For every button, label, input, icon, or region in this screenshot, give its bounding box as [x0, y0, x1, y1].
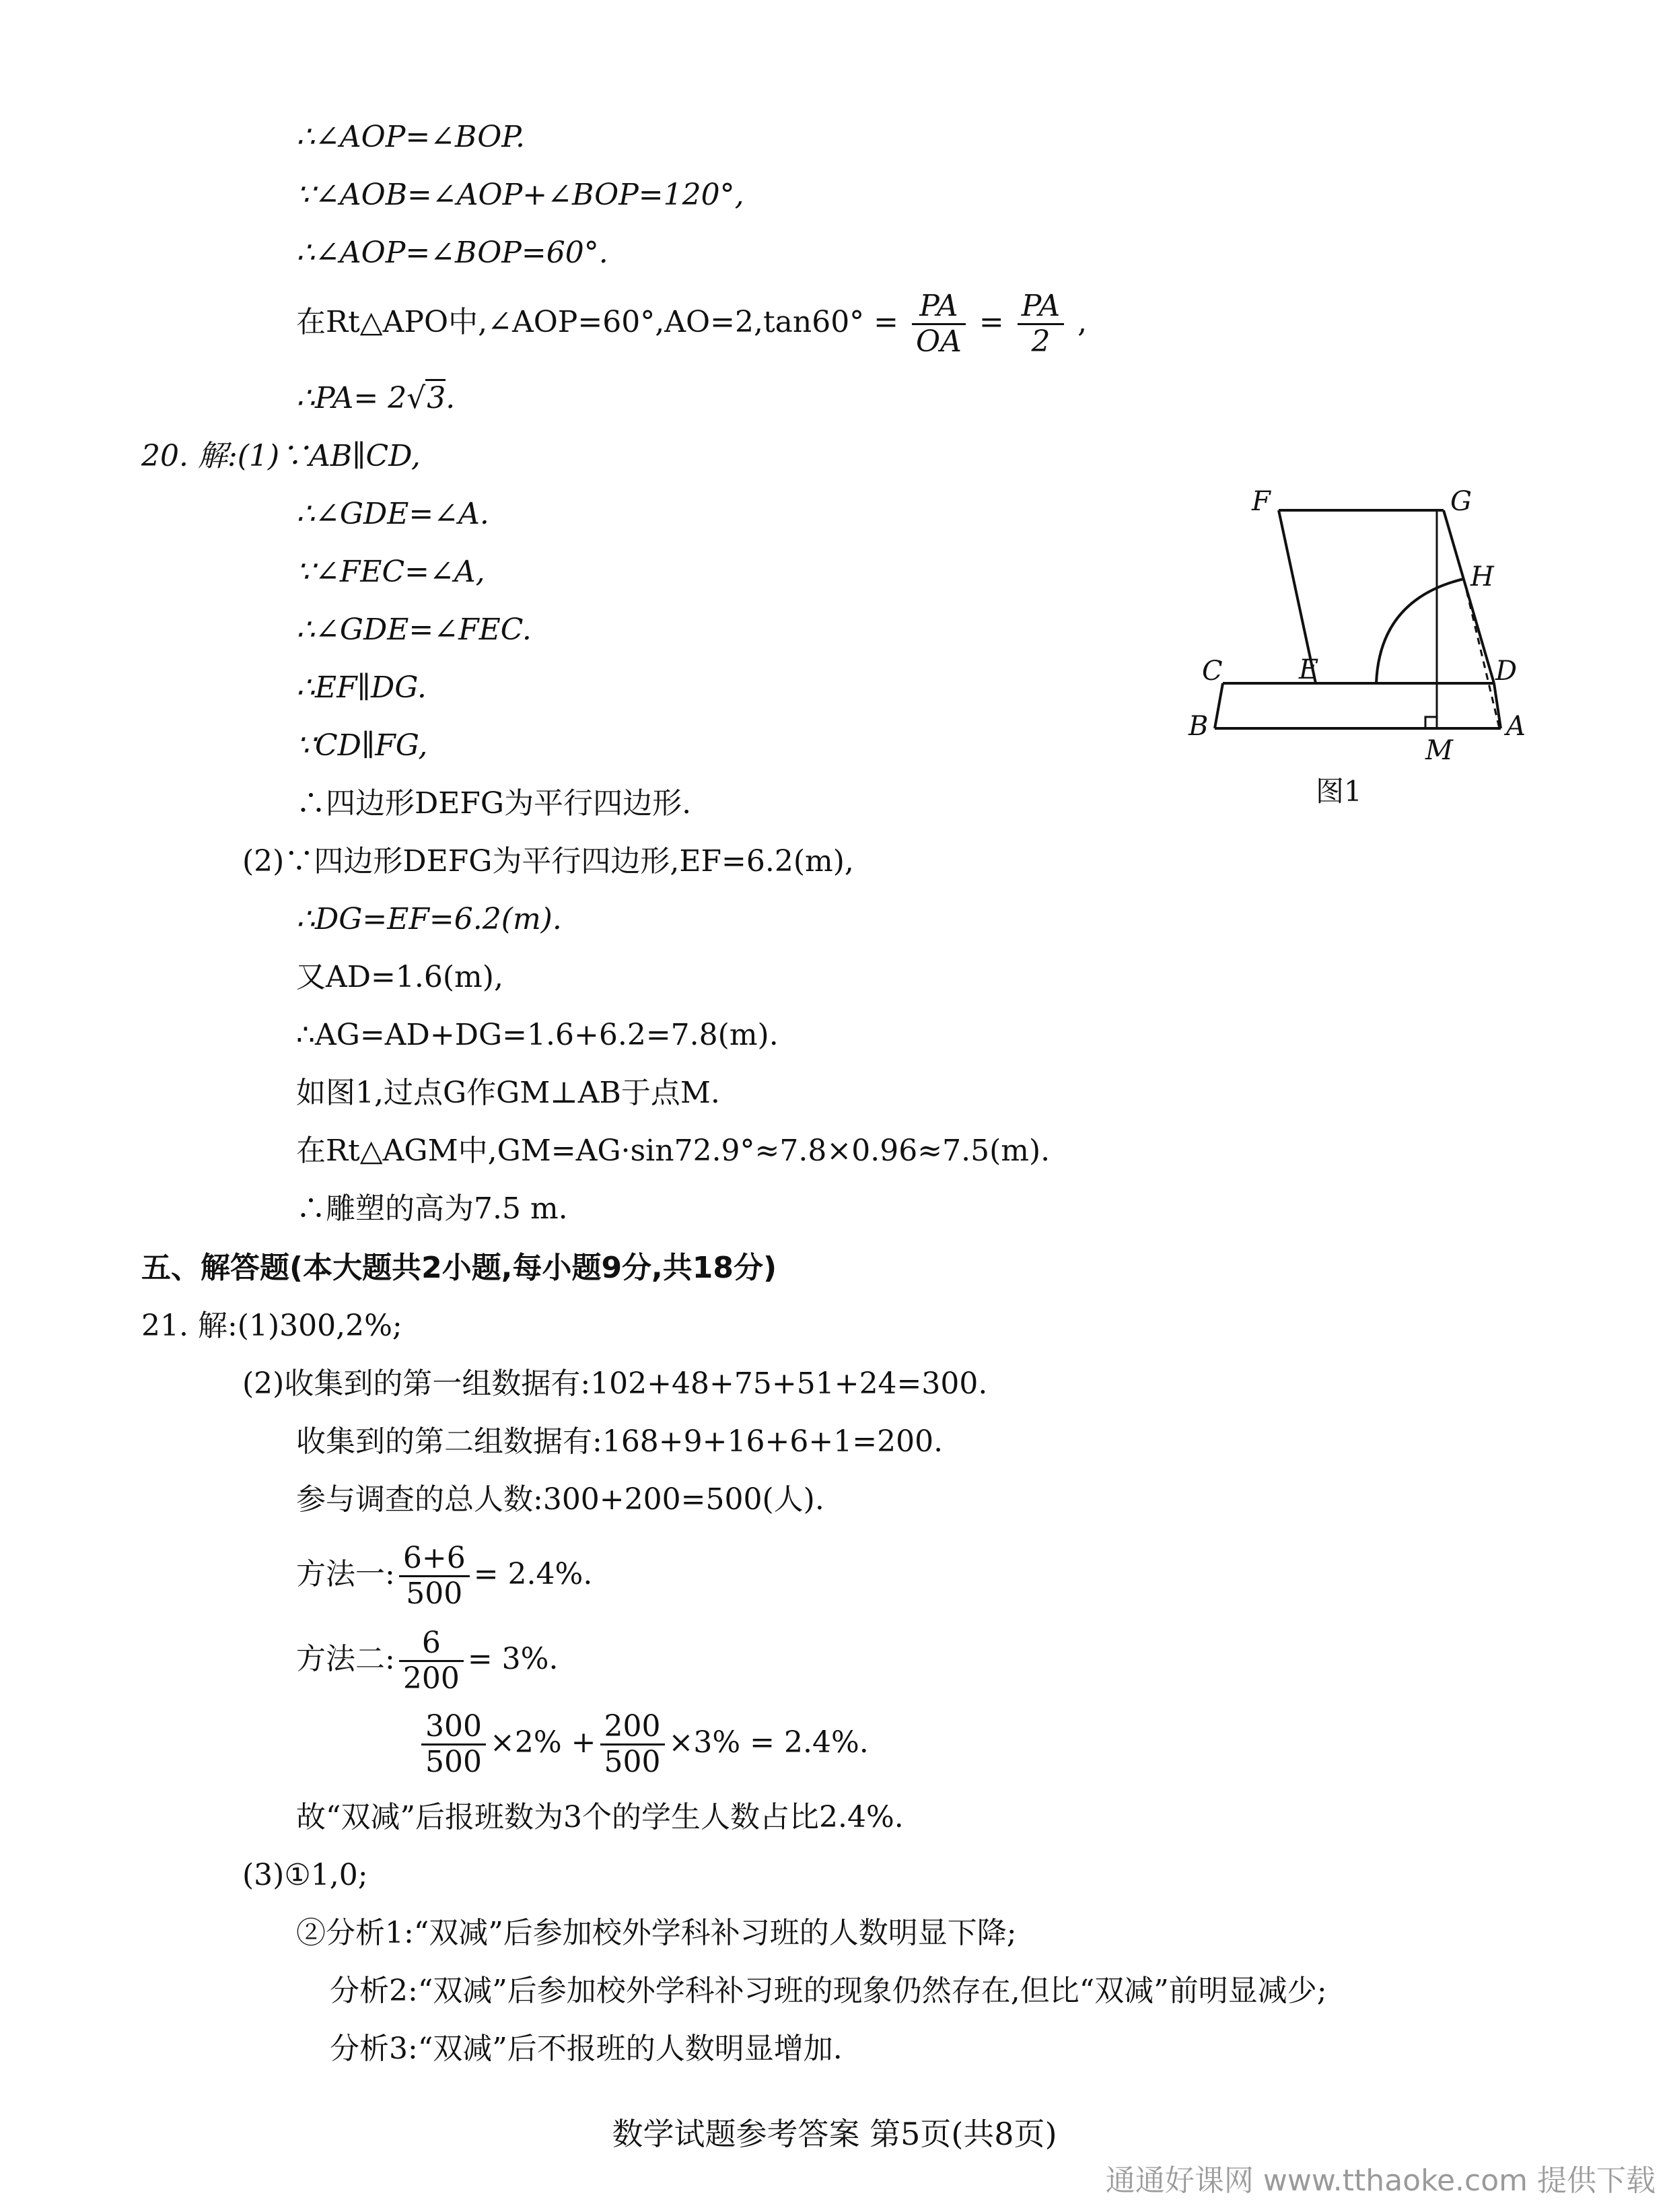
fraction-denominator: 500: [604, 1745, 661, 1779]
label-e: E: [1299, 654, 1319, 685]
analysis-1: ②分析1:“双减”后参加校外学科补习班的人数明显下降;: [296, 1916, 1017, 1950]
fraction-pa-2: [1018, 289, 1064, 359]
equals-sign: =: [979, 305, 1004, 339]
q20-line-6: ∴四边形DEFG为平行四边形.: [296, 786, 692, 821]
q20-line-12: ∴雕塑的高为7.5 m.: [296, 1191, 568, 1226]
fraction-denominator: 2: [1031, 324, 1051, 359]
q20-line-11: 在Rt△AGM中,GM=AG·sin72.9°≈7.8×0.96≈7.5(m).: [296, 1134, 1051, 1168]
geometry-diagram: [1178, 485, 1541, 808]
q19-line-2: ∵∠AOB=∠AOP+∠BOP=120°,: [296, 178, 744, 212]
arc: [1376, 579, 1464, 683]
method-1-result: = 2.4%.: [473, 1557, 593, 1591]
q19-line-1: ∴∠AOP=∠BOP.: [296, 120, 525, 154]
label-a: A: [1506, 711, 1526, 742]
q19-line-3: ∴∠AOP=∠BOP=60°.: [296, 236, 608, 270]
q19-line-4: [296, 289, 1087, 359]
page-footer: 数学试题参考答案 第5页(共8页): [612, 2116, 1057, 2152]
q20-part-2: (2)∵四边形DEFG为平行四边形,EF=6.2(m),: [242, 844, 854, 878]
label-g: G: [1450, 486, 1472, 517]
q20-line-2: ∵∠FEC=∠A,: [296, 555, 485, 589]
q21-line-1: 收集到的第二组数据有:168+9+16+6+1=200.: [296, 1424, 944, 1459]
q21-heading: 21. 解:(1)300,2%;: [141, 1309, 402, 1343]
fraction-denominator: 500: [406, 1577, 463, 1611]
q20-line-1: ∴∠GDE=∠A.: [296, 497, 489, 531]
q20-line-9: ∴AG=AD+DG=1.6+6.2=7.8(m).: [296, 1018, 779, 1052]
analysis-2: 分析2:“双减”后参加校外学科补习班的现象仍然存在,但比“双减”前明显减少;: [330, 1974, 1327, 2008]
label-c: C: [1202, 656, 1223, 687]
method-2: [296, 1626, 558, 1696]
watermark: 通通好课网 www.tthaoke.com 提供下载: [1105, 2164, 1656, 2198]
q20-line-8: 又AD=1.6(m),: [296, 960, 503, 994]
fraction-denominator: 500: [425, 1745, 482, 1779]
comma: ,: [1077, 305, 1088, 339]
q20-line-3: ∴∠GDE=∠FEC.: [296, 613, 532, 647]
label-h: H: [1470, 561, 1494, 592]
calc-middle: ×2% +: [489, 1725, 596, 1760]
analysis-3: 分析3:“双减”后不报班的人数明显增加.: [330, 2032, 843, 2066]
q19-line-4-prefix: 在Rt△APO中,∠AOP=60°,AO=2,tan60° =: [296, 305, 899, 339]
fraction-denominator: OA: [916, 324, 962, 359]
label-d: D: [1495, 656, 1518, 687]
method-1-fraction: [399, 1542, 470, 1611]
q21-part-3: (3)①1,0;: [242, 1858, 368, 1892]
q20-line-7: ∴DG=EF=6.2(m).: [296, 902, 562, 936]
figure-caption: 图1: [1316, 775, 1362, 808]
fraction-numerator: 6: [399, 1626, 464, 1662]
fraction-numerator: 200: [600, 1710, 665, 1746]
method-2-label: 方法二:: [296, 1642, 395, 1676]
method-1-label: 方法一:: [296, 1557, 395, 1591]
fraction-numerator: 6+6: [399, 1542, 470, 1577]
fraction-numerator: 300: [421, 1710, 486, 1746]
label-m: M: [1425, 735, 1453, 766]
square-root: √3: [406, 380, 446, 417]
q21-part-2: (2)收集到的第一组数据有:102+48+75+51+24=300.: [242, 1367, 988, 1401]
fraction-pa-oa: [912, 289, 966, 359]
calc-result: ×3% = 2.4%.: [668, 1725, 869, 1760]
q19-line-5: [296, 380, 455, 417]
figure-1: [1178, 485, 1541, 808]
q20-heading: 20. 解:(1)∵AB∥CD,: [141, 439, 421, 473]
section-5-heading: 五、解答题(本大题共2小题,每小题9分,共18分): [141, 1251, 777, 1285]
method-2-result: = 3%.: [467, 1642, 559, 1676]
right-angle-mark: [1425, 717, 1437, 728]
fraction-numerator: PA: [912, 289, 966, 325]
q21-line-2: 参与调查的总人数:300+200=500(人).: [296, 1482, 824, 1517]
q20-line-10: 如图1,过点G作GM⊥AB于点M.: [296, 1076, 720, 1110]
fraction-denominator: 200: [402, 1661, 460, 1696]
calc-fraction-1: [421, 1710, 486, 1779]
method-2-fraction: [399, 1626, 464, 1696]
label-b: B: [1188, 711, 1209, 742]
segment-bc: [1215, 683, 1223, 728]
radicand: 3: [425, 379, 446, 415]
period: .: [446, 381, 456, 415]
q20-line-5: ∵CD∥FG,: [296, 728, 428, 763]
method-1: [296, 1542, 592, 1611]
method-2-calc: [417, 1710, 869, 1779]
q20-line-4: ∴EF∥DG.: [296, 670, 427, 705]
q19-line-5-prefix: ∴PA= 2: [296, 381, 407, 415]
calc-fraction-2: [600, 1710, 665, 1779]
q21-conclusion: 故“双减”后报班数为3个的学生人数占比2.4%.: [296, 1800, 904, 1834]
label-f: F: [1252, 486, 1271, 517]
fraction-numerator: PA: [1018, 289, 1064, 325]
